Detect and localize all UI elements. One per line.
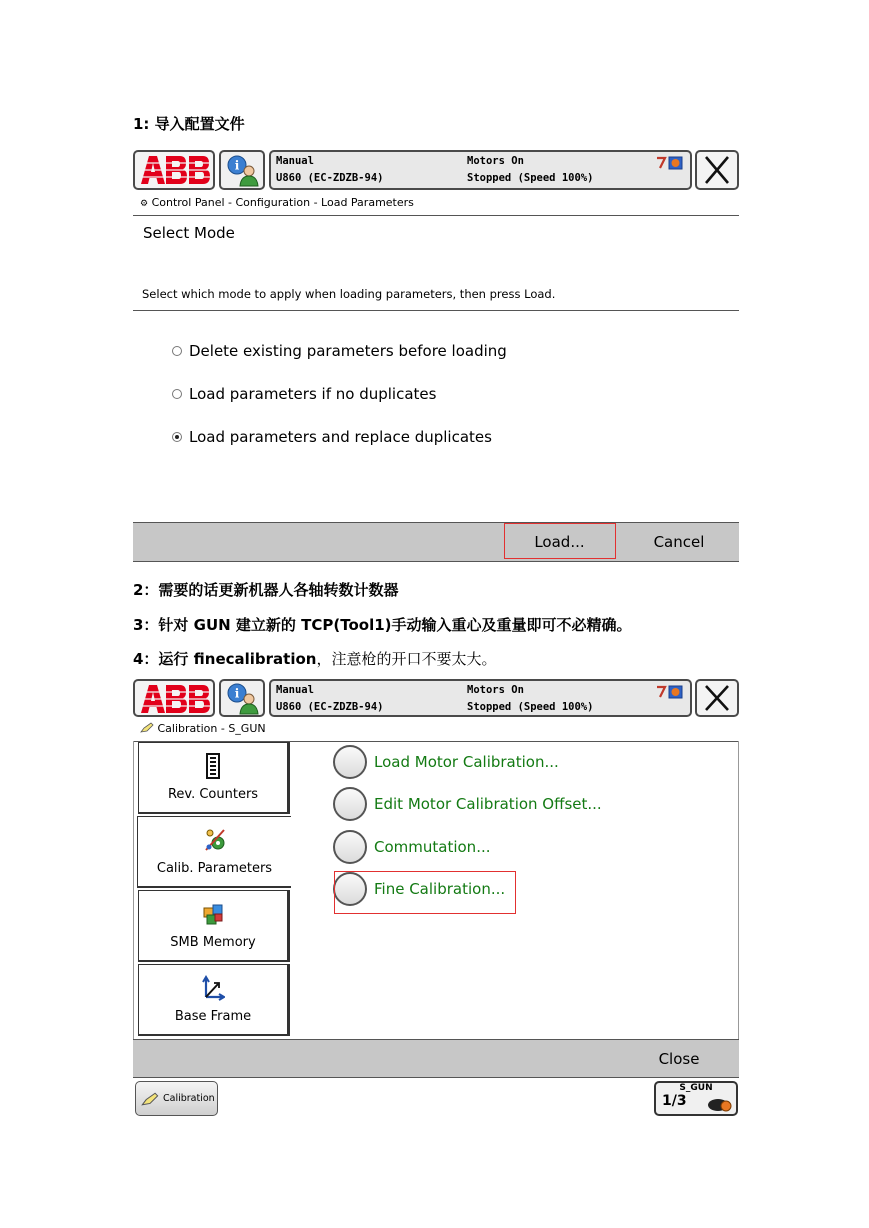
item-label: Load Motor Calibration... xyxy=(374,753,559,771)
cancel-button[interactable]: Cancel xyxy=(653,532,705,551)
radio-button-selected[interactable] xyxy=(172,432,182,442)
abb-logo-icon xyxy=(139,155,211,185)
item-button-circle[interactable] xyxy=(333,830,367,864)
event-log-button[interactable] xyxy=(219,150,265,190)
radio-button[interactable] xyxy=(172,389,182,399)
load-button[interactable]: Load... xyxy=(534,532,585,551)
svg-text:i: i xyxy=(234,158,240,173)
status-bar xyxy=(269,150,692,190)
info-user-icon xyxy=(222,681,262,715)
step-1-heading: 1: 导入配置文件 xyxy=(133,115,245,133)
command-bar xyxy=(133,522,739,562)
quickset-label: S_GUN xyxy=(679,1083,713,1093)
option-load-no-duplicates[interactable] xyxy=(172,384,436,404)
option-label: Load parameters if no duplicates xyxy=(189,385,437,403)
commutation-item[interactable] xyxy=(333,828,491,866)
calibration-icon xyxy=(140,722,154,733)
abb-menu-button[interactable] xyxy=(133,150,215,190)
svg-text:i: i xyxy=(234,686,240,701)
option-label: Delete existing parameters before loading xyxy=(189,342,507,360)
side-button-label: Base Frame xyxy=(174,1009,252,1024)
item-label: Edit Motor Calibration Offset... xyxy=(374,795,602,813)
breadcrumb-text: Calibration - S_GUN xyxy=(157,722,266,735)
flexpendant-header xyxy=(133,679,739,719)
divider xyxy=(133,310,739,311)
status-mode: Manual xyxy=(276,155,314,167)
status-indicators-icon xyxy=(656,685,684,699)
status-indicators-icon xyxy=(656,156,684,170)
frame-right xyxy=(738,741,739,1041)
side-button-label: Rev. Counters xyxy=(167,787,259,802)
control-panel-icon: ⚙ xyxy=(140,199,149,209)
close-icon xyxy=(697,681,737,715)
highlight-box xyxy=(504,523,616,559)
rev-counter-icon xyxy=(201,753,225,779)
side-button-label: SMB Memory xyxy=(170,935,256,950)
base-frame-icon xyxy=(201,975,225,1001)
side-button-label: Calib. Parameters xyxy=(156,861,273,876)
option-label: Load parameters and replace duplicates xyxy=(189,428,492,446)
highlight-box xyxy=(334,871,516,914)
frame-left xyxy=(133,741,134,1041)
smb-memory-icon xyxy=(201,901,225,927)
close-button[interactable] xyxy=(695,679,739,717)
step-4-text xyxy=(133,648,497,669)
close-button[interactable] xyxy=(695,150,739,190)
side-button-smb-memory[interactable] xyxy=(138,890,290,962)
info-user-icon xyxy=(222,153,262,187)
breadcrumb xyxy=(140,722,266,735)
item-label: Commutation... xyxy=(374,838,491,856)
step-2-text: 2：需要的话更新机器人各轴转数计数器 xyxy=(133,581,399,599)
load-motor-calibration-item[interactable] xyxy=(333,743,559,781)
status-bar xyxy=(269,679,692,717)
increment-ratio: 1/3 xyxy=(662,1093,687,1109)
event-log-button[interactable] xyxy=(219,679,265,717)
side-button-calib-parameters[interactable] xyxy=(137,816,291,888)
close-calibration-button[interactable]: Close xyxy=(658,1049,700,1068)
status-system: U860 (EC-ZDZB-94) xyxy=(276,172,384,184)
step-3-text: 3：针对 GUN 建立新的 TCP(Tool1)手动输入重心及重量即可不必精确。 xyxy=(133,616,632,634)
abb-logo-icon xyxy=(139,684,211,714)
abb-menu-button[interactable] xyxy=(133,679,215,717)
status-system: U860 (EC-ZDZB-94) xyxy=(276,701,384,713)
edit-motor-calibration-offset-item[interactable] xyxy=(333,785,602,823)
status-mode: Manual xyxy=(276,684,314,696)
breadcrumb xyxy=(140,196,414,209)
calibration-icon xyxy=(141,1092,159,1106)
option-delete-existing[interactable] xyxy=(172,341,507,361)
taskbar-app-label: Calibration xyxy=(163,1093,215,1104)
taskbar-calibration-button[interactable] xyxy=(135,1081,218,1116)
flexpendant-header xyxy=(133,150,739,192)
item-button-circle[interactable] xyxy=(333,745,367,779)
side-button-rev-counters[interactable] xyxy=(138,742,290,814)
quickset-button[interactable] xyxy=(654,1081,738,1116)
item-button-circle[interactable] xyxy=(333,787,367,821)
status-motors: Motors On xyxy=(467,684,524,696)
status-motors: Motors On xyxy=(467,155,524,167)
robot-speed-icon xyxy=(706,1096,734,1112)
step-4-bold: 4：运行 finecalibration xyxy=(133,650,317,668)
side-button-base-frame[interactable] xyxy=(138,964,290,1036)
instruction-text: Select which mode to apply when loading parameters, then press Load. xyxy=(142,287,556,301)
close-icon xyxy=(697,152,737,188)
page-title: Select Mode xyxy=(143,224,235,242)
calib-parameters-icon xyxy=(203,827,227,853)
status-state: Stopped (Speed 100%) xyxy=(467,701,594,713)
taskbar xyxy=(133,1078,739,1120)
status-state: Stopped (Speed 100%) xyxy=(467,172,594,184)
item-label: Fine Calibration... xyxy=(374,880,506,898)
step-4-rest: ，注意枪的开口不要太大。 xyxy=(316,650,497,668)
radio-button[interactable] xyxy=(172,346,182,356)
option-replace-duplicates[interactable] xyxy=(172,427,492,447)
command-bar xyxy=(133,1039,739,1078)
breadcrumb-text: Control Panel - Configuration - Load Parameters xyxy=(151,196,414,209)
divider xyxy=(133,215,739,216)
